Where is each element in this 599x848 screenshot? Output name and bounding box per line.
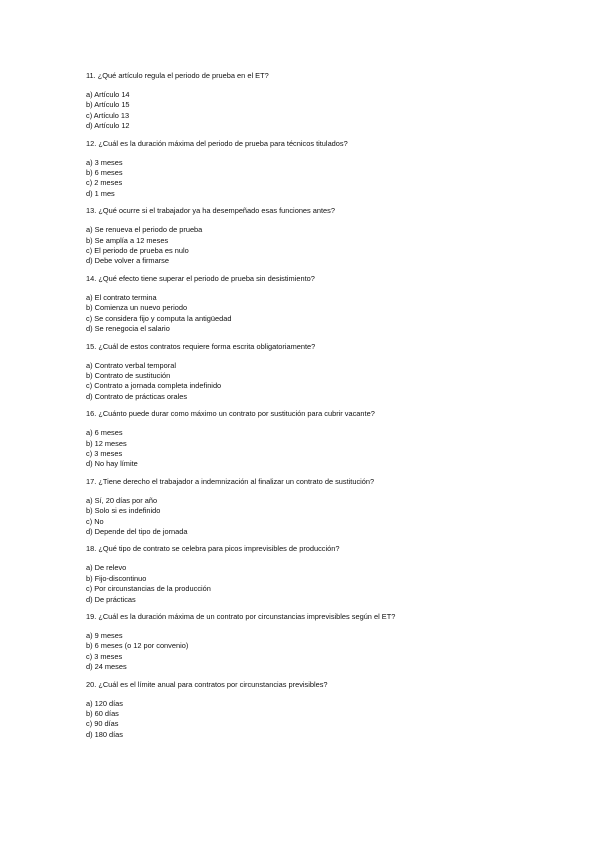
question-block: [86, 139, 556, 200]
question-text: 12. ¿Cuál es la duración máxima del periodo de prueba para técnicos titulados?: [86, 138, 348, 148]
option-item: d) Contrato de prácticas orales: [86, 391, 188, 401]
question-block: [86, 477, 556, 538]
option-item: d) Artículo 12: [86, 121, 130, 131]
option-list: [86, 699, 556, 741]
option-item: c) Se considera fijo y computa la antigüedad: [86, 313, 232, 323]
option-item: a) 3 meses: [86, 157, 123, 167]
question-text: 20. ¿Cuál es el límite anual para contratos por circunstancias previsibles?: [86, 679, 328, 689]
question-block: [86, 409, 556, 470]
question-block: [86, 206, 556, 267]
option-item: d) Debe volver a firmarse: [86, 256, 169, 266]
option-item: c) Contrato a jornada completa indefinido: [86, 381, 222, 391]
option-item: a) Se renueva el periodo de prueba: [86, 225, 203, 235]
question-block: [86, 544, 556, 605]
option-item: c) Artículo 13: [86, 110, 130, 120]
option-item: d) 24 meses: [86, 662, 127, 672]
option-list: [86, 158, 556, 200]
option-list: [86, 293, 556, 335]
question-text: 16. ¿Cuánto puede durar como máximo un contrato por sustitución para cubrir vacante?: [86, 409, 375, 419]
question-block: [86, 612, 556, 673]
question-block: [86, 342, 556, 403]
option-item: c) No: [86, 516, 104, 526]
option-item: d) De prácticas: [86, 594, 136, 604]
option-item: a) El contrato termina: [86, 292, 157, 302]
quiz-page: [86, 71, 556, 747]
option-item: d) 180 días: [86, 729, 123, 739]
question-text: 11. ¿Qué artículo regula el periodo de prueba en el ET?: [86, 71, 269, 80]
option-item: a) 120 días: [86, 698, 123, 708]
option-list: [86, 496, 556, 538]
option-item: b) 6 meses (o 12 por convenio): [86, 641, 189, 651]
option-item: b) Comienza un nuevo periodo: [86, 303, 188, 313]
option-item: d) Se renegocia el salario: [86, 324, 170, 334]
option-item: c) 3 meses: [86, 448, 123, 458]
option-item: b) 12 meses: [86, 438, 127, 448]
question-text: 15. ¿Cuál de estos contratos requiere forma escrita obligatoriamente?: [86, 341, 316, 351]
option-list: [86, 563, 556, 605]
option-item: d) No hay límite: [86, 459, 138, 469]
option-item: b) Contrato de sustitución: [86, 370, 171, 380]
option-item: a) Sí, 20 días por año: [86, 495, 158, 505]
option-item: c) 90 días: [86, 719, 119, 729]
option-item: c) 3 meses: [86, 651, 123, 661]
option-item: b) 6 meses: [86, 168, 123, 178]
question-block: [86, 71, 556, 132]
option-item: a) Artículo 14: [86, 90, 130, 99]
option-list: [86, 90, 556, 132]
option-list: [86, 428, 556, 470]
option-list: [86, 631, 556, 673]
option-item: c) 2 meses: [86, 178, 123, 188]
option-item: a) 6 meses: [86, 428, 123, 438]
option-list: [86, 225, 556, 267]
question-text: 13. ¿Qué ocurre si el trabajador ya ha desempeñado esas funciones antes?: [86, 206, 335, 216]
option-item: b) Artículo 15: [86, 100, 130, 110]
question-text: 17. ¿Tiene derecho el trabajador a indemnización al finalizar un contrato de sustitución?: [86, 476, 375, 486]
option-item: b) 60 días: [86, 709, 119, 719]
option-item: b) Fijo-discontinuo: [86, 573, 147, 583]
option-item: c) El periodo de prueba es nulo: [86, 246, 189, 256]
question-text: 19. ¿Cuál es la duración máxima de un contrato por circunstancias imprevisibles según el ET?: [86, 612, 396, 621]
option-item: d) Depende del tipo de jornada: [86, 526, 188, 536]
question-block: [86, 680, 556, 741]
question-text: 14. ¿Qué efecto tiene superar el periodo de prueba sin desistimiento?: [86, 273, 315, 283]
question-text: 18. ¿Qué tipo de contrato se celebra para picos imprevisibles de producción?: [86, 544, 340, 554]
option-item: d) 1 mes: [86, 188, 115, 198]
option-item: c) Por circunstancias de la producción: [86, 584, 211, 594]
question-block: [86, 274, 556, 335]
option-item: a) Contrato verbal temporal: [86, 360, 176, 370]
option-item: a) De relevo: [86, 563, 127, 573]
option-item: b) Solo si es indefinido: [86, 506, 161, 516]
option-item: b) Se amplía a 12 meses: [86, 235, 169, 245]
option-list: [86, 361, 556, 403]
option-item: a) 9 meses: [86, 631, 123, 640]
